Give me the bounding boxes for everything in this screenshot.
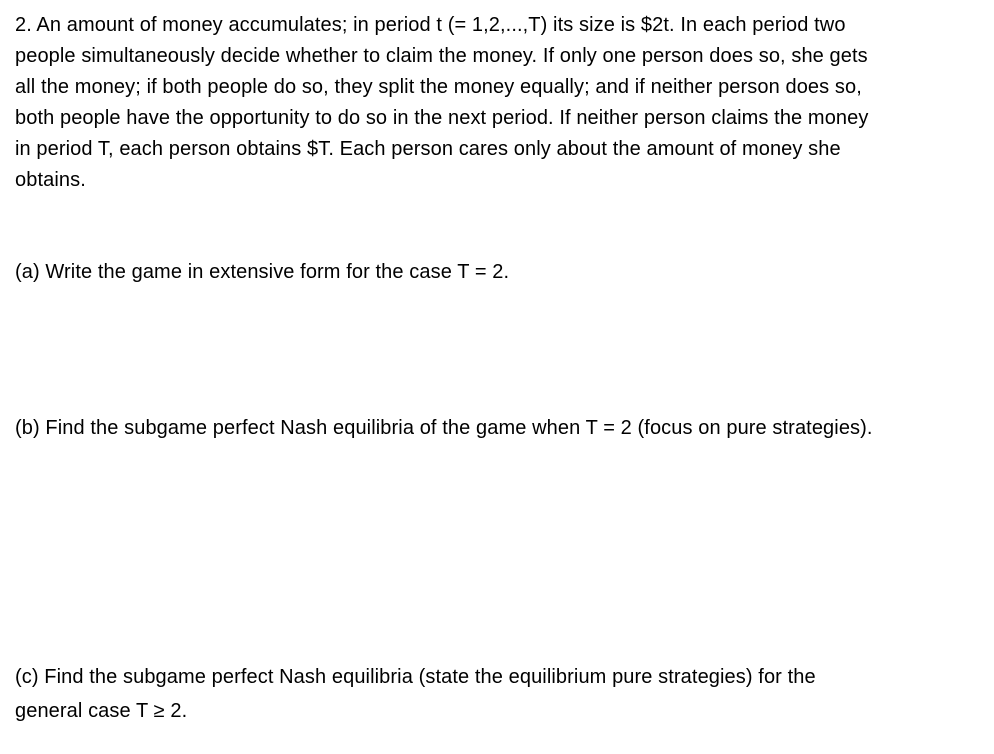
question-part-b-text: (b) Find the subgame perfect Nash equilibria of the game when T = 2 (focus on pure strategies). [15, 417, 873, 439]
question-part-c-line: general case T ≥ 2. [15, 700, 188, 722]
problem-statement-line: in period T, each person obtains $T. Each person cares only about the amount of money she [15, 138, 841, 160]
question-part-b [15, 413, 980, 444]
question-part-a [15, 257, 980, 288]
problem-statement-line: obtains. [15, 169, 86, 191]
question-part-c-line: (c) Find the subgame perfect Nash equilibria (state the equilibrium pure strategies) for the [15, 666, 816, 688]
problem-statement-line: 2. An amount of money accumulates; in period t (= 1,2,...,T) its size is $2t. In each period two [15, 14, 846, 36]
question-part-c [15, 660, 980, 728]
problem-statement-line: all the money; if both people do so, they split the money equally; and if neither person does so, [15, 76, 862, 98]
problem-statement-line: people simultaneously decide whether to claim the money. If only one person does so, she gets [15, 45, 868, 67]
problem-statement-line: both people have the opportunity to do so in the next period. If neither person claims the money [15, 107, 869, 129]
question-part-a-text: (a) Write the game in extensive form for the case T = 2. [15, 261, 510, 283]
problem-statement [15, 10, 980, 196]
